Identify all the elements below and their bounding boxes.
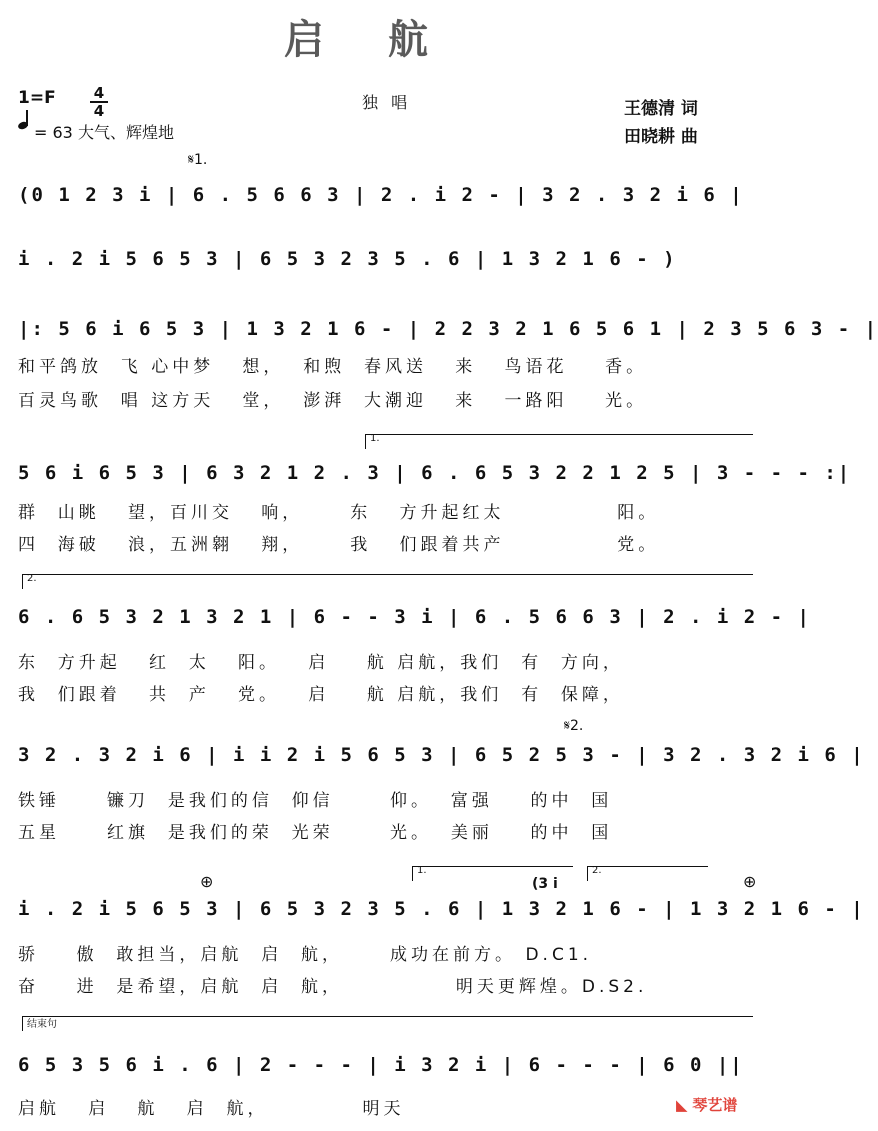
song-title: 启航: [284, 17, 492, 63]
lyrics-ending: 启航 启 航 启 航， 明天: [18, 1099, 405, 1119]
coda-icon: ⊕: [200, 872, 214, 891]
staff-notes: 6 5 3 5 6 i . 6 | 2 - - - | i 3 2 i | 6 - - - | 6 0 ||: [18, 1054, 744, 1076]
staff-notes: (0 1 2 3 i | 6 . 5 6 6 3 | 2 . i 2 - | 3 2 . 3 2 i 6 |: [18, 184, 744, 206]
staff-notes: i . 2 i 5 6 5 3 | 6 5 3 2 3 5 . 6 | 1 3 2 1 6 - ): [18, 248, 677, 270]
lyrics-verse-2: 我 们跟着 共 产 党。 启 航 启航，我们 有 保障，: [18, 685, 624, 705]
lyrics-verse-2: 四 海破 浪，五洲翱 翔， 我 们跟着共产 党。: [18, 535, 660, 555]
lyrics-verse-1: 骄 傲 敢担当，启航 启 航， 成功在前方。 D.C1.: [18, 945, 593, 965]
key-signature: 1=F: [18, 88, 56, 108]
volta-1-bracket: 1.: [412, 866, 573, 881]
lyrics-verse-2: 五星 红旗 是我们的荣 光荣 光。 美丽 的中 国: [18, 823, 613, 843]
staff-notes: |: 5 6 i 6 5 3 | 1 3 2 1 6 - | 2 2 3 2 1 6 5 6 1 | 2 3 5 6 3 - |: [18, 318, 878, 340]
tempo-marking: = 63 大气、辉煌地: [34, 123, 174, 142]
volta-2-bracket: 2.: [22, 574, 753, 589]
staff-notes: 5 6 i 6 5 3 | 6 3 2 1 2 . 3 | 6 . 6 5 3 2 2 1 2 5 | 3 - - - :|: [18, 462, 852, 484]
performance-type: 独 唱: [362, 93, 412, 112]
site-watermark: [676, 1094, 737, 1115]
staff-notes: 3 2 . 3 2 i 6 | i i 2 i 5 6 5 3 | 6 5 2 5 3 - | 3 2 . 3 2 i 6 |: [18, 744, 865, 766]
volta-2-bracket: 2.: [587, 866, 708, 881]
composer-credit: 田晓耕 曲: [624, 127, 698, 147]
coda-icon: ⊕: [743, 872, 757, 891]
time-bottom: 4: [93, 101, 105, 120]
lyrics-verse-1: 铁锤 镰刀 是我们的信 仰信 仰。 富强 的中 国: [18, 791, 613, 811]
quarter-note-stem: [26, 110, 28, 126]
lyrics-verse-1: 东 方升起 红 太 阳。 启 航 启航，我们 有 方向，: [18, 653, 624, 673]
segno-1-marker: 𝄋1.: [188, 152, 208, 168]
lyrics-verse-1: 群 山眺 望，百川交 响， 东 方升起红太 阳。: [18, 503, 660, 523]
volta-1-bracket: 1.: [365, 434, 753, 449]
watermark-icon: ◣: [676, 1096, 688, 1114]
staff-notes: i . 2 i 5 6 5 3 | 6 5 3 2 3 5 . 6 | 1 3 2 1 6 - | 1 3 2 1 6 - |: [18, 898, 865, 920]
lyrics-verse-2: 百灵鸟歌 唱 这方天 堂， 澎湃 大潮迎 来 一路阳 光。: [18, 391, 648, 411]
watermark-text: 琴艺谱: [692, 1096, 738, 1114]
staff-notes: 6 . 6 5 3 2 1 3 2 1 | 6 - - 3 i | 6 . 5 6 6 3 | 2 . i 2 - |: [18, 606, 811, 628]
lyrics-verse-2: 奋 进 是希望，启航 启 航， 明天更辉煌。D.S2.: [18, 977, 648, 997]
lyrics-verse-1: 和平鸽放 飞 心中梦 想， 和煦 春风送 来 鸟语花 香。: [18, 357, 648, 377]
time-signature: [90, 86, 108, 118]
lyricist-credit: 王德清 词: [624, 99, 698, 119]
dc-pickup: (3 i: [532, 876, 558, 892]
ending-bracket: 结束句: [22, 1016, 753, 1031]
time-top: 4: [93, 84, 105, 102]
segno-2-marker: 𝄋2.: [564, 718, 584, 734]
